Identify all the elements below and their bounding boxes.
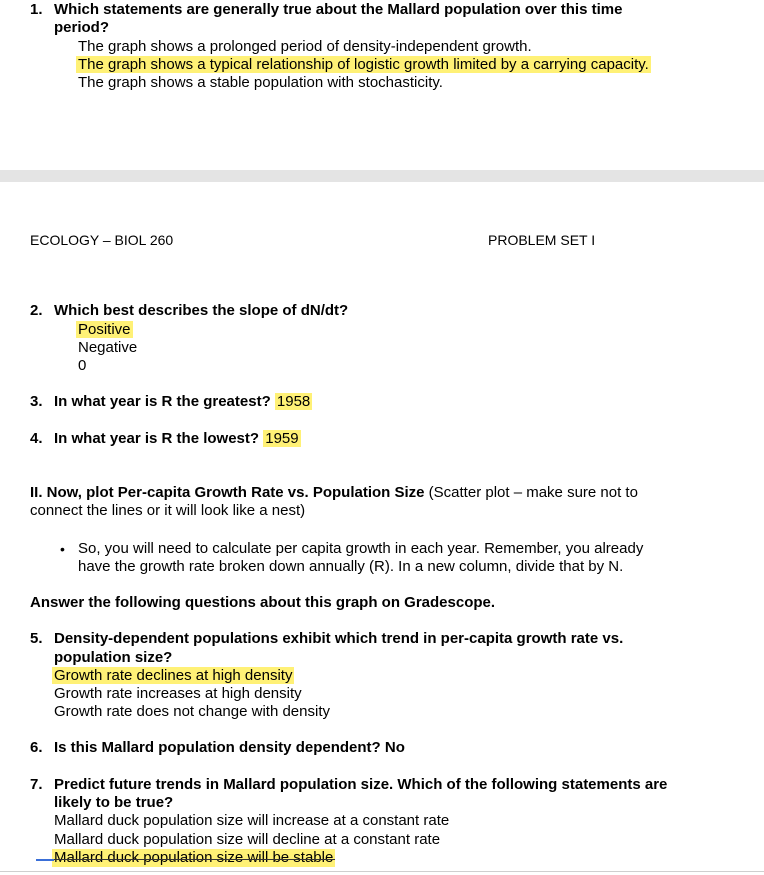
- course-header: ECOLOGY – BIOL 260: [30, 232, 174, 248]
- question-1-number: 1.: [30, 1, 43, 18]
- q7-option-3: [52, 849, 335, 867]
- bullet-line-1: So, you will need to calculate per capita growth in each year. Remember, you already: [78, 540, 644, 557]
- gradescope-instruction: Answer the following questions about this graph on Gradescope.: [30, 594, 496, 611]
- question-2-text: Which best describes the slope of dN/dt?: [54, 302, 349, 319]
- q5-option-2: Growth rate increases at high density: [54, 685, 302, 702]
- q2-option-2: Negative: [78, 339, 138, 356]
- q2-option-1: [76, 321, 133, 339]
- question-5-text: Density-dependent populations exhibit which trend in per-capita growth rate vs.: [54, 630, 624, 647]
- question-3-answer: 1958: [276, 393, 311, 410]
- q7-option-1: Mallard duck population size will increase at a constant rate: [54, 812, 450, 829]
- question-4-text: In what year is R the lowest?: [54, 430, 260, 447]
- q7-option-2: Mallard duck population size will decline at a constant rate: [54, 831, 441, 848]
- question-7-line-1: [30, 776, 667, 794]
- question-7-line-2: likely to be true?: [54, 794, 174, 811]
- question-7-text: Predict future trends in Mallard population size. Which of the following statements are: [54, 776, 668, 793]
- q2-option-1-highlight: Positive: [78, 321, 131, 338]
- q2-option-3: 0: [78, 357, 87, 374]
- q1-option-2-highlight: The graph shows a typical relationship of logistic growth limited by a carrying capacity.: [78, 56, 649, 73]
- question-1-line-2: period?: [54, 19, 109, 36]
- q5-option-1: [52, 667, 294, 685]
- question-3: [30, 393, 312, 411]
- question-1-text: Which statements are generally true about the Mallard population over this time: [54, 1, 623, 18]
- question-6-number: 6.: [30, 739, 43, 756]
- question-4: [30, 430, 301, 448]
- question-7-number: 7.: [30, 776, 43, 793]
- bullet-line-2: have the growth rate broken down annually (R). In a new column, divide that by N.: [78, 558, 624, 575]
- question-4-number: 4.: [30, 430, 43, 447]
- question-3-number: 3.: [30, 393, 43, 410]
- question-6: [30, 739, 405, 757]
- page-bottom-rule: [0, 871, 764, 872]
- question-6-text: Is this Mallard population density dependent? No: [54, 739, 405, 756]
- problem-set-header: PROBLEM SET I: [488, 232, 596, 248]
- q5-option-3: Growth rate does not change with density: [54, 703, 330, 720]
- question-5-line-2: population size?: [54, 649, 173, 666]
- question-1-line-1: [30, 1, 622, 19]
- question-5-number: 5.: [30, 630, 43, 647]
- question-5-line-1: [30, 630, 623, 648]
- q1-option-1: The graph shows a prolonged period of density-independent growth.: [78, 38, 532, 55]
- ink-mark: [36, 859, 54, 861]
- section-2-heading: [30, 484, 638, 502]
- q7-option-3-highlight: Mallard duck population size will be stable: [54, 849, 334, 866]
- section-2-note-line-2: connect the lines or it will look like a nest): [30, 502, 306, 519]
- question-2-number: 2.: [30, 302, 43, 319]
- question-2: [30, 302, 348, 320]
- q1-option-3: The graph shows a stable population with stochasticity.: [78, 74, 443, 91]
- bullet-dot-icon: •: [60, 541, 65, 557]
- q5-option-1-highlight: Growth rate declines at high density: [54, 667, 293, 684]
- section-2-title: II. Now, plot Per-capita Growth Rate vs. Population Size: [30, 484, 425, 501]
- question-3-text: In what year is R the greatest?: [54, 393, 271, 410]
- page-break-bar: [0, 170, 764, 182]
- section-2-note: (Scatter plot – make sure not to: [428, 484, 638, 501]
- q1-option-2: [76, 56, 651, 74]
- question-4-answer: 1959: [265, 430, 299, 447]
